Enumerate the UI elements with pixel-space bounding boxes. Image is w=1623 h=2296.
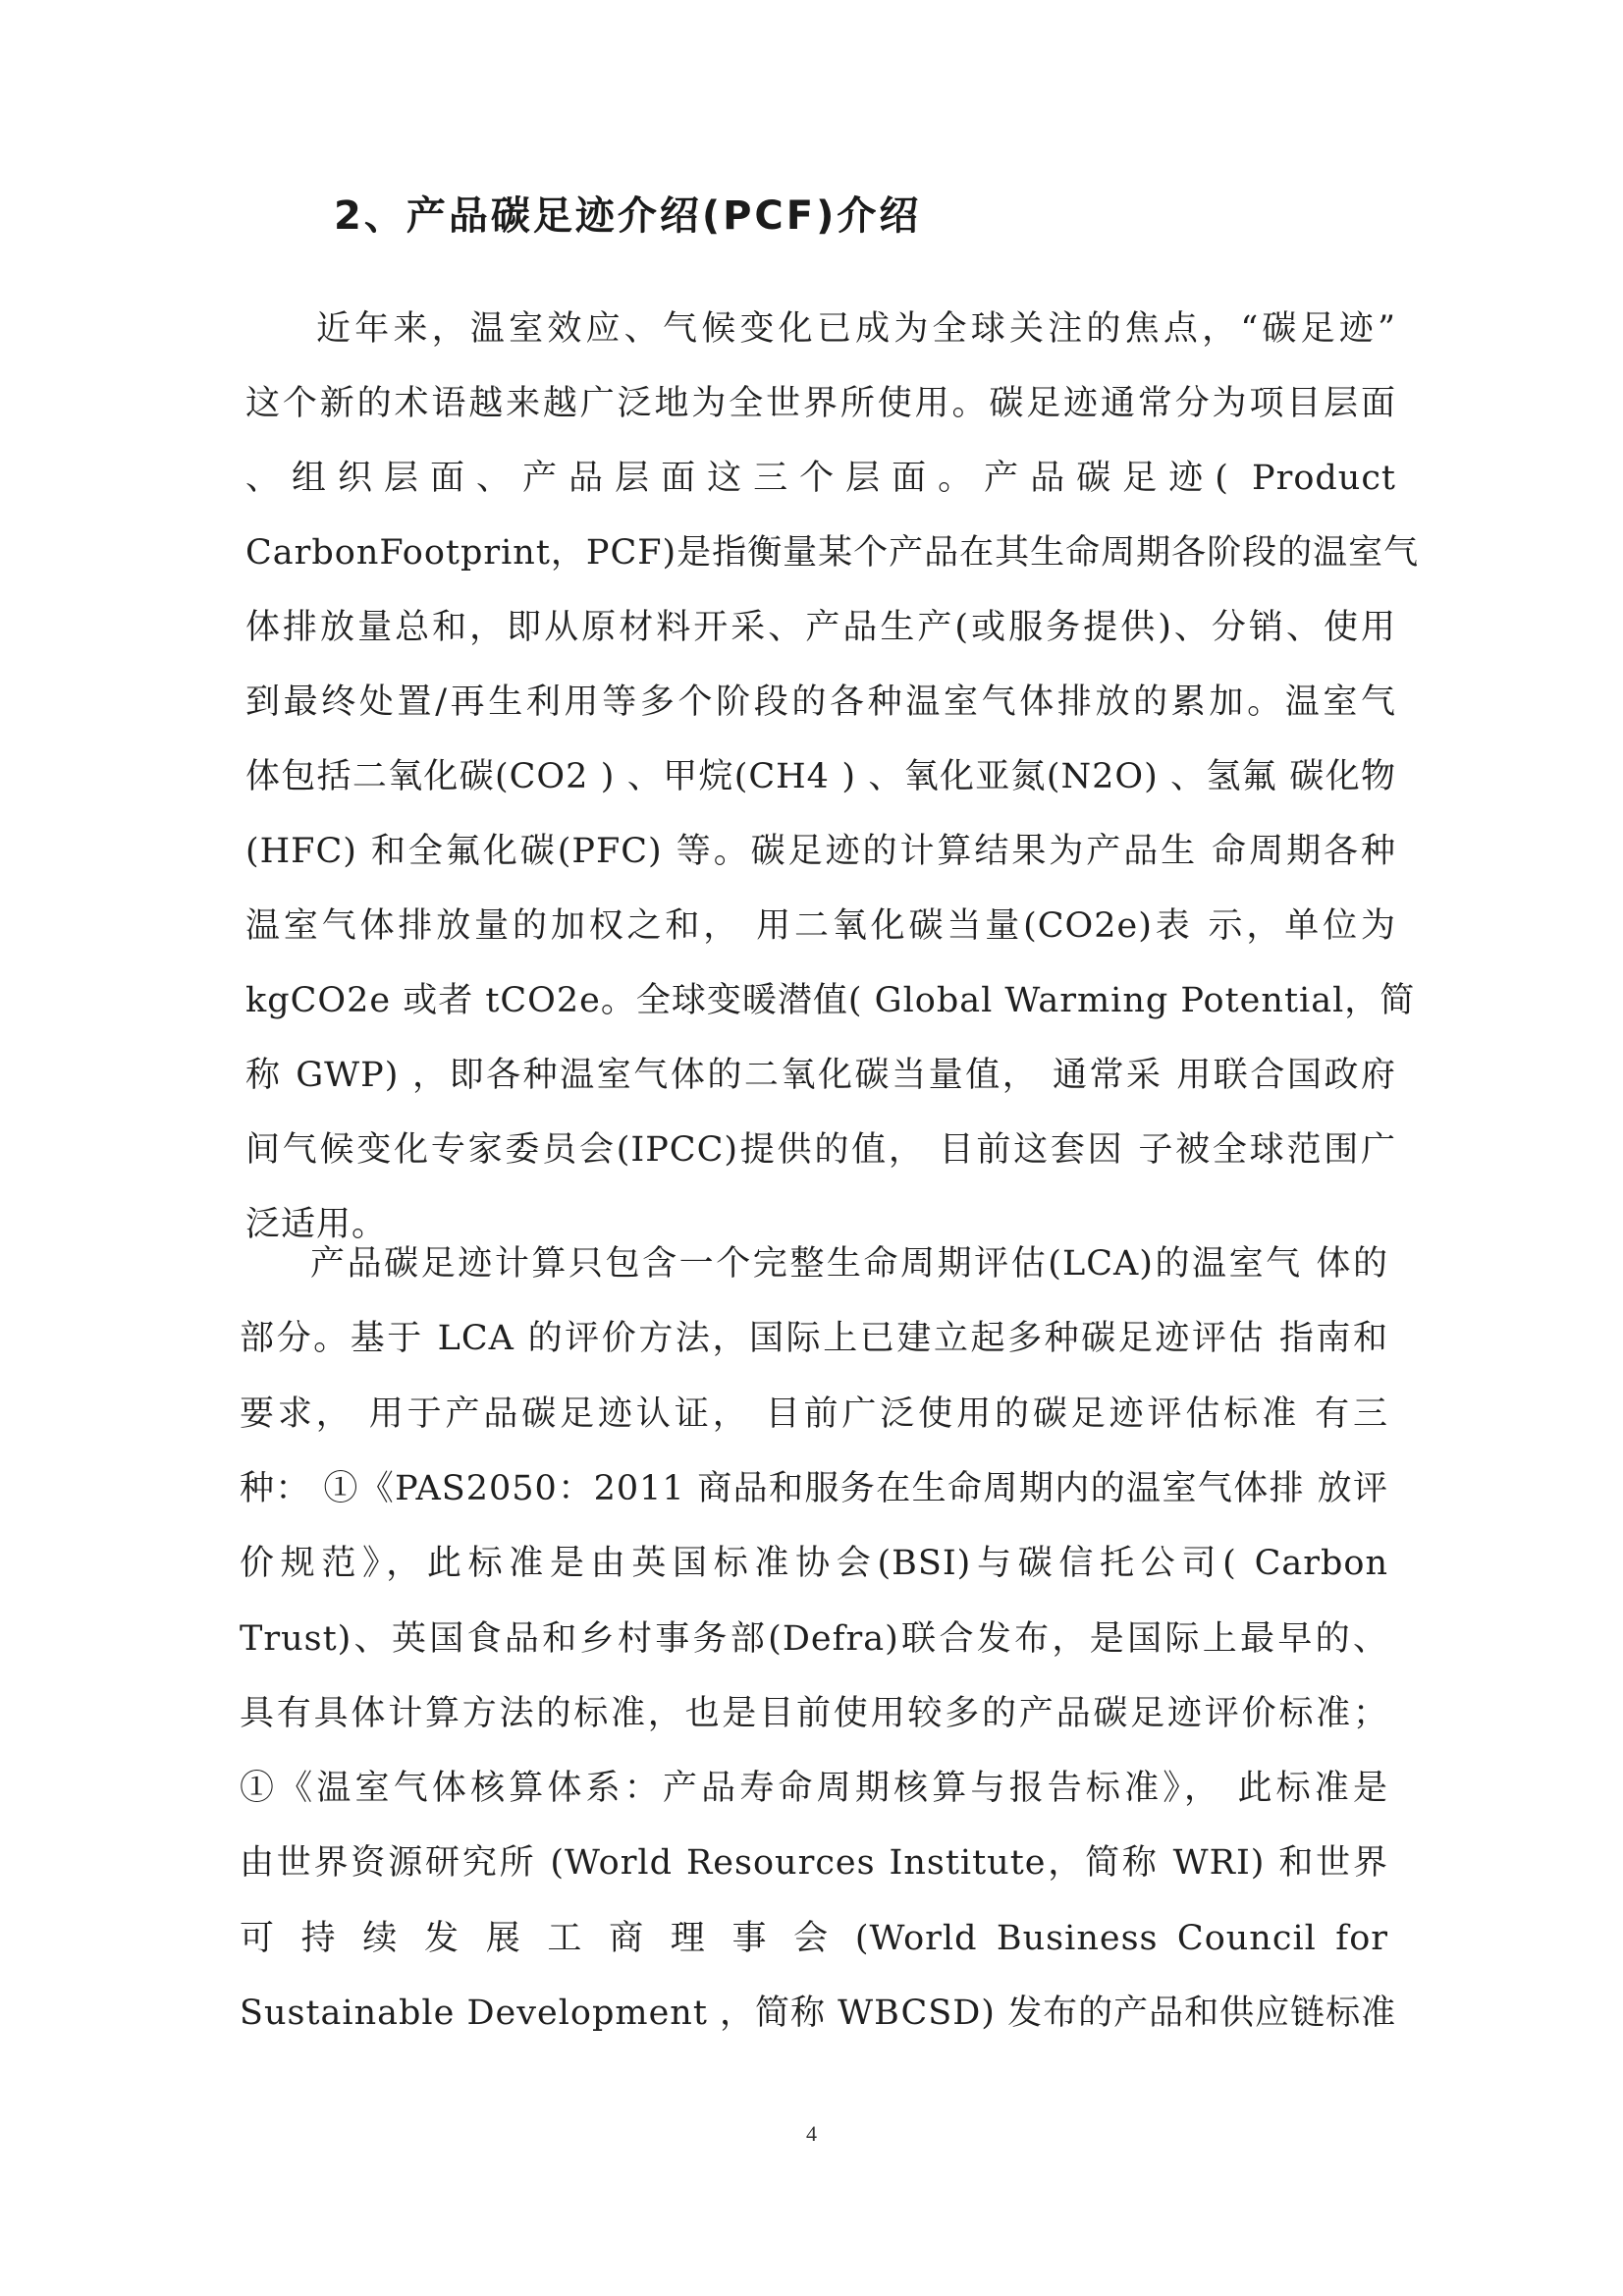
text-line: 价规范》，此标准是由英国标准协会(BSI)与碳信托公司( Carbon — [240, 1544, 1388, 1584]
text-line: Trust)、英国食品和乡村事务部(Defra)联合发布，是国际上最早的、 — [240, 1618, 1388, 1659]
section-heading: 2、产品碳足迹介绍(PCF)介绍 — [334, 193, 922, 239]
text-line: 近年来，温室效应、气候变化已成为全球关注的焦点，“碳足迹” — [316, 309, 1396, 349]
text-line: kgCO2e 或者 tCO2e。全球变暖潜值( Global Warming Potential，简 — [245, 981, 1416, 1020]
text-line: 由世界资源研究所 (World Resources Institute，简称 WRI) 和世界 — [240, 1843, 1388, 1884]
text-line: 到最终处置/再生利用等多个阶段的各种温室气体排放的累加。温室气 — [245, 683, 1396, 722]
text-line: 泛适用。 — [245, 1205, 388, 1244]
text-line: 具有具体计算方法的标准，也是目前使用较多的产品碳足迹评价标准； — [240, 1693, 1388, 1733]
text-line: 、组织层面、产品层面这三个层面。产品碳足迹( Product — [245, 459, 1396, 498]
text-line: 可 持 续 发 展 工 商 理 事 会 (World Business Council for — [240, 1918, 1388, 1958]
text-line: 种： ①《PAS2050：2011 商品和服务在生命周期内的温室气体排 放评 — [240, 1468, 1388, 1508]
text-line: ①《温室气体核算体系：产品寿命周期核算与报告标准》， 此标准是 — [240, 1769, 1388, 1809]
text-line: 要求， 用于产品碳足迹认证， 目前广泛使用的碳足迹评估标准 有三 — [240, 1394, 1388, 1434]
text-line: 间气候变化专家委员会(IPCC)提供的值， 目前这套因 子被全球范围广 — [245, 1130, 1396, 1170]
text-line: 温室气体排放量的加权之和， 用二氧化碳当量(CO2e)表 示，单位为 — [245, 906, 1396, 946]
text-line: 体包括二氧化碳(CO2 ) 、甲烷(CH4 ) 、氧化亚氮(N2O) 、氢氟 碳化物 — [245, 757, 1396, 796]
text-line: 产品碳足迹计算只包含一个完整生命周期评估(LCA)的温室气 体的 — [310, 1244, 1388, 1284]
text-line: 体排放量总和，即从原材料开采、产品生产(或服务提供)、分销、使用 — [245, 608, 1396, 647]
text-line: 这个新的术语越来越广泛地为全世界所使用。碳足迹通常分为项目层面 — [245, 384, 1396, 423]
text-line: Sustainable Development ，简称 WBCSD) 发布的产品和供应链标准 — [240, 1994, 1397, 2033]
text-line: CarbonFootprint，PCF)是指衡量某个产品在其生命周期各阶段的温室气 — [245, 533, 1420, 573]
text-line: 部分。基于 LCA 的评价方法，国际上已建立起多种碳足迹评估 指南和 — [240, 1319, 1388, 1359]
text-line: (HFC) 和全氟化碳(PFC) 等。碳足迹的计算结果为产品生 命周期各种 — [245, 832, 1396, 871]
page-number: 4 — [806, 2121, 817, 2146]
text-line: 称 GWP) ，即各种温室气体的二氧化碳当量值， 通常采 用联合国政府 — [245, 1056, 1396, 1095]
